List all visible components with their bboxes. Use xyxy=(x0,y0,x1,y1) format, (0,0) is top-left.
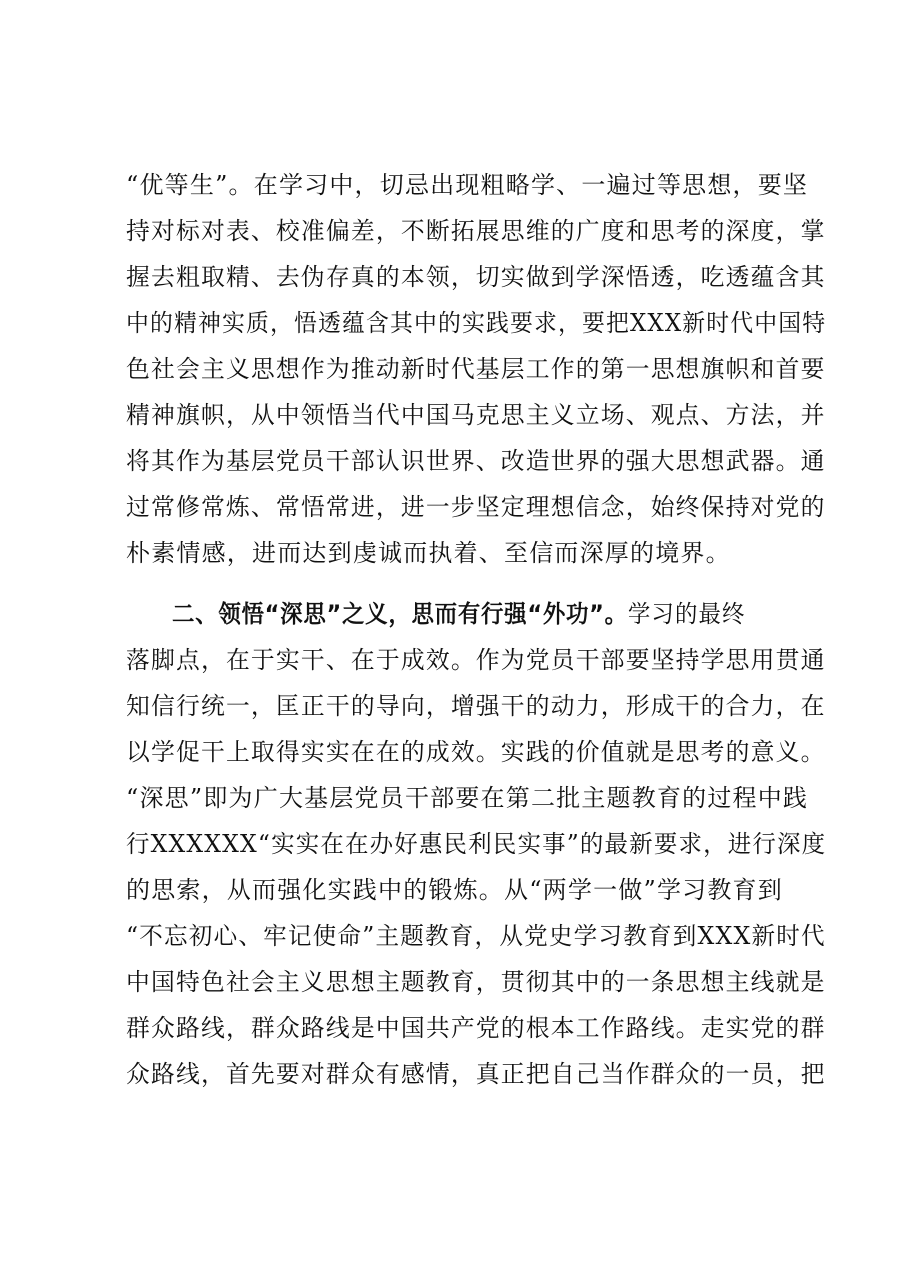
paragraph-1-line-9: 朴素情感，进而达到虔诚而执着、至信而深厚的境界。 xyxy=(126,539,731,567)
paragraph-2-line-11: 众路线，首先要对群众有感情，真正把自己当作群众的一员，把 xyxy=(126,1060,826,1088)
section-heading: 二、领悟“深思”之义，思而有行强“外功”。 xyxy=(172,600,628,628)
paragraph-2-line-4: 以学促干上取得实实在在的成效。实践的价值就是思考的意义。 xyxy=(126,738,826,766)
paragraph-1-line-5: 色社会主义思想作为推动新时代基层工作的第一思想旗帜和首要 xyxy=(126,355,826,383)
paragraph-1-line-1: “优等生”。在学习中，切忌出现粗略学、一遍过等思想，要坚 xyxy=(126,171,809,199)
paragraph-2-line-2: 落脚点，在于实干、在于成效。作为党员干部要坚持学思用贯通 xyxy=(126,646,826,674)
paragraph-2-line-3: 知信行统一，匡正干的导向，增强干的动力，形成干的合力，在 xyxy=(126,692,826,720)
paragraph-2-first-line xyxy=(172,599,826,629)
paragraph-1-line-6: 精神旗帜，从中领悟当代中国马克思主义立场、观点、方法，并 xyxy=(126,401,826,429)
paragraph-2-line-6: 行XXXXXX“实实在在办好惠民利民实事”的最新要求，进行深度 xyxy=(126,830,827,858)
paragraph-2-line-8: “不忘初心、牢记使命”主题教育，从党史学习教育到XXX新时代 xyxy=(126,922,826,950)
paragraph-2-line-10: 群众路线，群众路线是中国共产党的根本工作路线。走实党的群 xyxy=(126,1014,826,1042)
paragraph-2-line-9: 中国特色社会主义思想主题教育，贯彻其中的一条思想主线就是 xyxy=(126,968,826,996)
paragraph-1-line-2: 持对标对表、校准偏差，不断拓展思维的广度和思考的深度，掌 xyxy=(126,217,826,245)
paragraph-2-line-5: “深思”即为广大基层党员干部要在第二批主题教育的过程中践 xyxy=(126,784,809,812)
paragraph-1-line-4: 中的精神实质，悟透蕴含其中的实践要求，要把XXX新时代中国特 xyxy=(126,309,827,337)
paragraph-2-line-7: 的思索，从而强化实践中的锻炼。从“两学一做”学习教育到 xyxy=(126,876,783,904)
paragraph-2-first-line-rest: 学习的最终 xyxy=(627,600,746,628)
paragraph-1-line-8: 过常修常炼、常悟常进，进一步坚定理想信念，始终保持对党的 xyxy=(126,493,826,521)
paragraph-1-line-3: 握去粗取精、去伪存真的本领，切实做到学深悟透，吃透蕴含其 xyxy=(126,263,826,291)
paragraph-1-line-7: 将其作为基层党员干部认识世界、改造世界的强大思想武器。通 xyxy=(126,447,826,475)
